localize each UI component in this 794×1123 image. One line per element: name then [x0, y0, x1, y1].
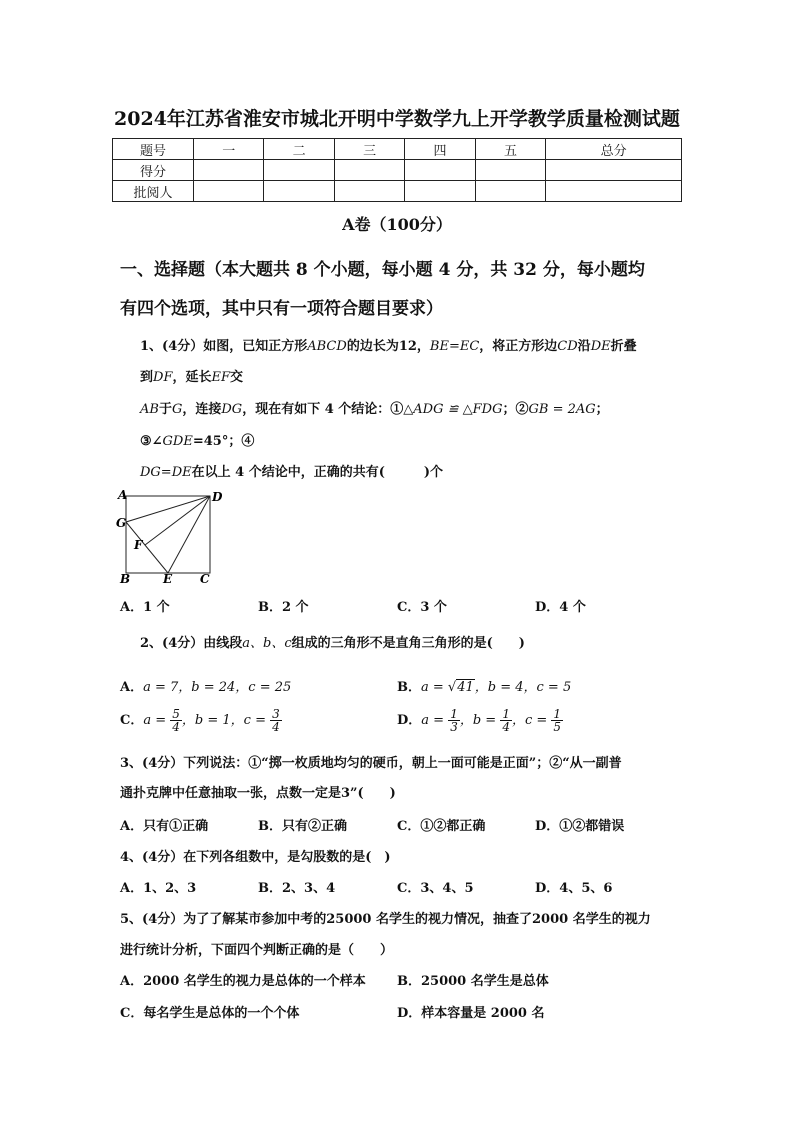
q4-option-b[interactable]: B．2、3、4 [258, 881, 336, 896]
q3-option-a[interactable]: A．只有①正确 [120, 819, 209, 834]
table-row [113, 160, 682, 181]
q4-option-d[interactable]: D．4、5、6 [535, 881, 613, 896]
denominator: 3 [450, 720, 458, 734]
label-A: A [118, 488, 128, 502]
q2-option-d[interactable] [397, 708, 563, 733]
option-math: a = [143, 713, 171, 728]
volume-heading: A卷（100分） [342, 215, 452, 234]
denominator: 4 [172, 720, 180, 734]
q3-option-d[interactable]: D．①②都错误 [535, 819, 625, 834]
table-cell [194, 181, 264, 202]
numerator: 1 [502, 707, 510, 721]
q1-text: ； [595, 402, 609, 417]
label-D: D [212, 490, 222, 504]
table-cell [264, 160, 334, 181]
q1-option-c[interactable]: C．3 个 [397, 600, 447, 615]
table-cell [405, 181, 475, 202]
q1-text: 于 [158, 402, 172, 417]
q2-text: 2、(4分）由线段 [140, 636, 243, 651]
table-cell: 题号 [113, 139, 194, 160]
option-math: a = 7，b = 24，c = 25 [143, 680, 292, 695]
q5-option-d[interactable]: D．样本容量是 2000 名 [397, 1006, 545, 1021]
q1-text: 在以上 4 个结论中，正确的共有( )个 [191, 465, 444, 480]
q1-text: 折叠 [610, 339, 637, 354]
table-cell: 二 [264, 139, 334, 160]
q3-option-c[interactable]: C．①②都正确 [397, 819, 486, 834]
score-table [112, 138, 682, 202]
table-cell: 三 [334, 139, 404, 160]
table-cell [475, 181, 545, 202]
table-cell [546, 160, 682, 181]
q1-text: 交 [230, 370, 244, 385]
q1-var: DF [153, 370, 173, 385]
option-label: A． [120, 680, 144, 695]
q1-var: GDE [162, 434, 193, 449]
option-math: ，b = [459, 713, 501, 728]
q1-text: ，现在有如下 4 个结论：① [242, 402, 404, 417]
denominator: 4 [502, 720, 510, 734]
q1-var: DG=DE [140, 465, 192, 480]
q4-option-c[interactable]: C．3、4、5 [397, 881, 474, 896]
q1-text: ，连接 [182, 402, 222, 417]
q1-option-b[interactable]: B．2 个 [258, 600, 309, 615]
label-C: C [200, 572, 210, 586]
option-math: a = [421, 713, 449, 728]
q1-var: CD [557, 339, 578, 354]
q2-option-c[interactable] [120, 708, 282, 733]
denominator: 4 [272, 720, 280, 734]
q1-option-a[interactable]: A．1 个 [120, 600, 170, 615]
section-heading-line1: 一、选择题（本大题共 8 个小题，每小题 4 分，共 32 分，每小题均 [120, 260, 645, 280]
fraction [448, 708, 460, 733]
q1-line1 [140, 335, 637, 354]
q1-var: G [171, 402, 183, 417]
q1-text: 1、(4分）如图，已知正方形 [140, 339, 308, 354]
label-E: E [163, 572, 173, 586]
table-cell [546, 181, 682, 202]
section-heading-line2: 有四个选项，其中只有一项符合题目要求） [120, 299, 443, 319]
square-figure [112, 487, 222, 587]
q1-text: ③∠ [140, 434, 163, 449]
option-math: ，c = [511, 713, 552, 728]
q1-var: ABCD [307, 339, 347, 354]
q5-option-c[interactable]: C．每名学生是总体的一个个体 [120, 1006, 300, 1021]
q2-option-a[interactable] [120, 676, 291, 695]
table-cell [194, 160, 264, 181]
table-cell: 五 [475, 139, 545, 160]
table-cell [334, 181, 404, 202]
label-B: B [120, 572, 131, 586]
table-cell [405, 160, 475, 181]
fraction [170, 708, 182, 733]
option-label: D． [397, 713, 422, 728]
q5-line2: 进行统计分析，下面四个判断正确的是（ ） [120, 943, 394, 958]
table-cell: 得分 [113, 160, 194, 181]
fraction [270, 708, 282, 733]
numerator: 1 [450, 707, 458, 721]
q1-text: ，将正方形边 [479, 339, 558, 354]
q1-line4 [140, 430, 254, 449]
label-F: F [134, 538, 143, 552]
table-row [113, 139, 682, 160]
numerator: 3 [272, 707, 280, 721]
label-G: G [116, 516, 127, 530]
q2-text: 组成的三角形不是直角三角形的是( ) [291, 636, 525, 651]
q1-line5 [140, 461, 443, 480]
segment-FD [145, 496, 210, 545]
q1-text: =45°；④ [192, 434, 255, 449]
square-outline [126, 496, 210, 573]
q1-text: ；② [502, 402, 529, 417]
fraction [551, 708, 563, 733]
q1-text: 沿 [577, 339, 591, 354]
q1-math: △ADG ≌ △FDG [403, 402, 503, 417]
table-cell: 四 [405, 139, 475, 160]
table-row [113, 181, 682, 202]
option-math: ，b = 1，c = [181, 713, 271, 728]
option-label: B． [397, 680, 421, 695]
numerator: 5 [172, 707, 180, 721]
q1-var: AB [140, 402, 159, 417]
q1-var: EF [211, 370, 230, 385]
q3-line1: 3、(4分）下列说法：①“掷一枚质地均匀的硬币，朝上一面可能是正面”；②“从一副普 [120, 756, 622, 771]
denominator: 5 [553, 720, 562, 734]
q5-line1: 5、(4分）为了了解某市参加中考的25000 名学生的视力情况，抽查了2000 名学生的视力 [120, 912, 651, 927]
q2-option-b[interactable]: B．a = √41，b = 4，c = 5 [397, 680, 572, 695]
q4-stem: 4、(4分）在下列各组数中，是勾股数的是( ) [120, 850, 391, 865]
q1-text: ，延长 [172, 370, 212, 385]
q1-var: DG [221, 402, 243, 417]
q2-var: a、b、c [242, 636, 292, 651]
sqrt-radicand: 41 [457, 680, 474, 695]
q5-option-a[interactable]: A．2000 名学生的视力是总体的一个样本 [120, 974, 366, 989]
table-cell [264, 181, 334, 202]
q3-line2: 通扑克牌中任意抽取一张，点数一定是3”( ) [120, 786, 396, 801]
page-title: 2024年江苏省淮安市城北开明中学数学九上开学教学质量检测试题 [114, 108, 680, 130]
numerator: 1 [553, 707, 562, 721]
q1-text: 的边长为12， [346, 339, 430, 354]
table-cell [334, 160, 404, 181]
q3-option-b[interactable]: B．只有②正确 [258, 819, 347, 834]
table-cell: 总分 [546, 139, 682, 160]
q1-line3 [140, 398, 609, 417]
option-label: C． [120, 713, 144, 728]
q1-line2 [140, 366, 243, 385]
q2-stem [140, 632, 525, 651]
option-math: ，b = 4，c = 5 [474, 680, 572, 695]
table-cell [475, 160, 545, 181]
q1-math: GB = 2AG [528, 402, 596, 417]
table-cell: 一 [194, 139, 264, 160]
table-cell: 批阅人 [113, 181, 194, 202]
q4-option-a[interactable]: A．1、2、3 [120, 881, 197, 896]
q5-option-b[interactable]: B．25000 名学生是总体 [397, 974, 549, 989]
q1-text: 到 [140, 370, 154, 385]
option-math: a = [421, 680, 448, 695]
q1-var: BE=EC [429, 339, 480, 354]
q1-var: DE [590, 339, 611, 354]
fraction [500, 708, 512, 733]
segment-GE [126, 522, 168, 573]
q1-option-d[interactable]: D．4 个 [535, 600, 586, 615]
